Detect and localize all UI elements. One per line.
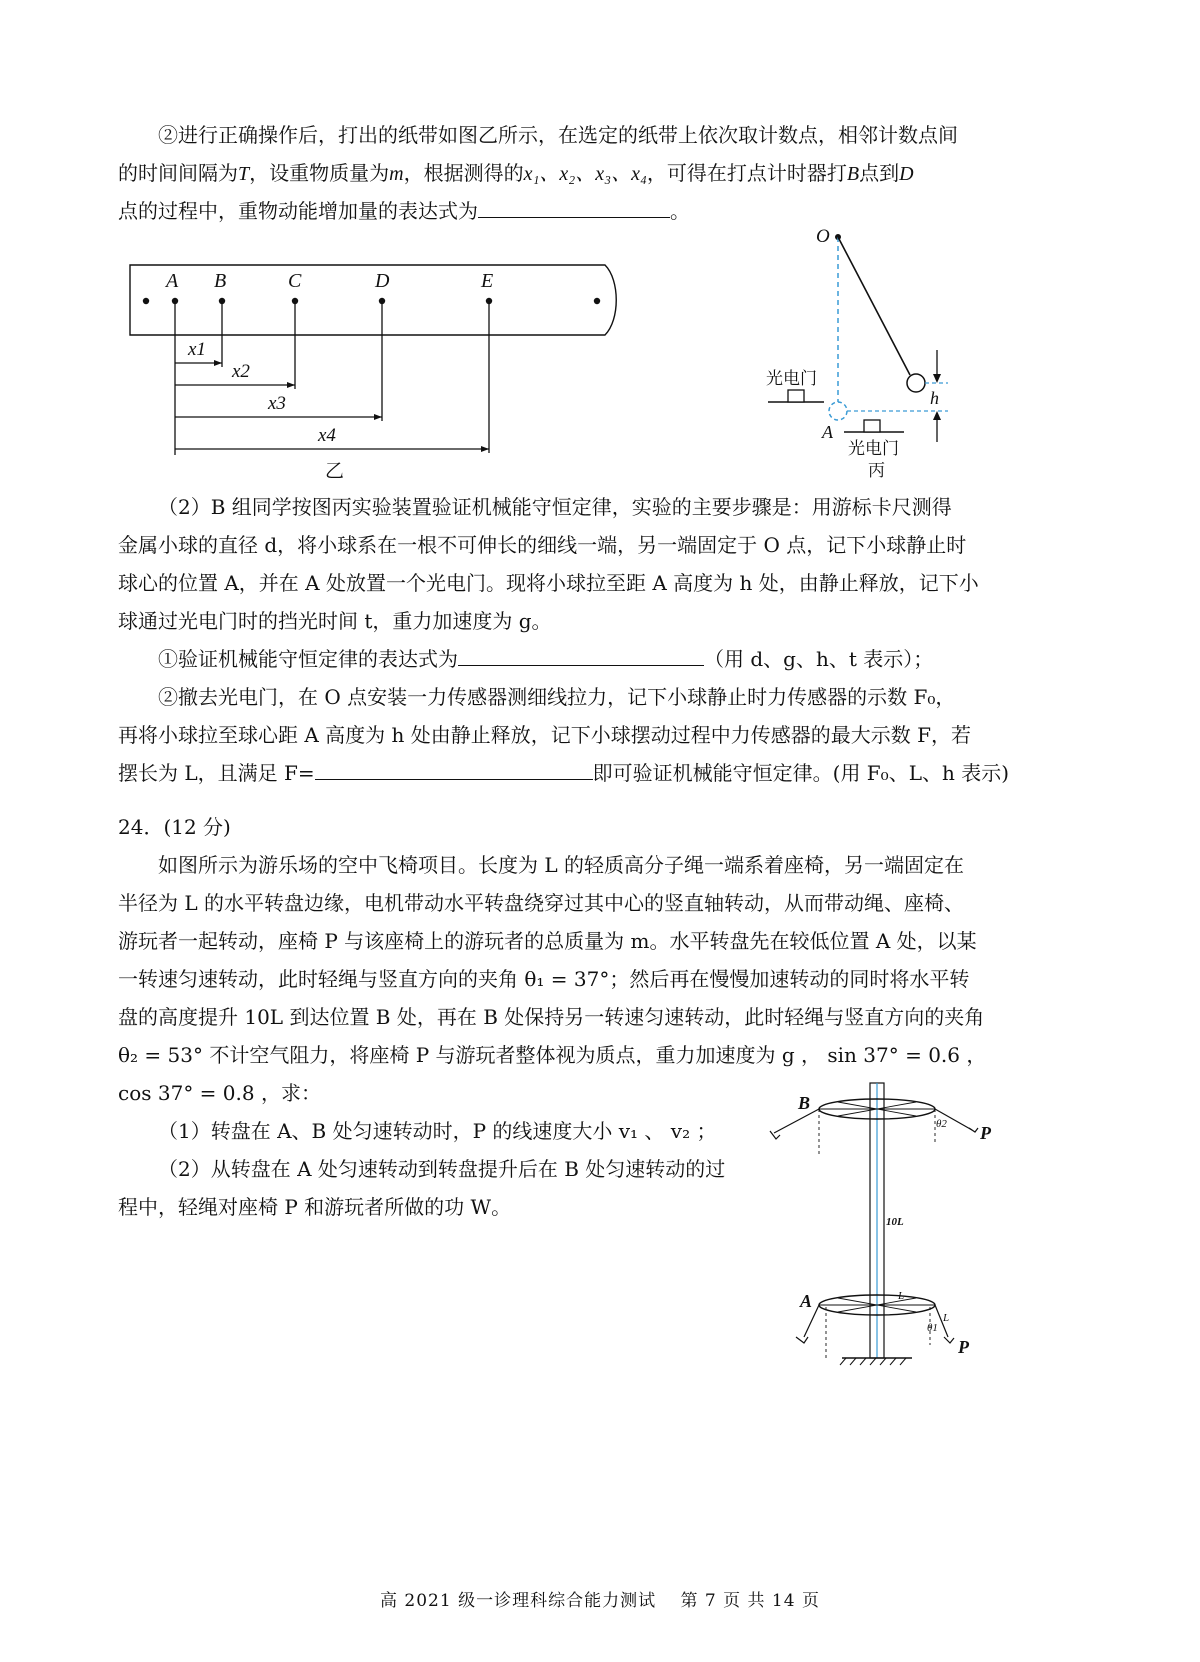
position-label-A: A bbox=[822, 422, 833, 442]
pivot-label-O: O bbox=[816, 226, 830, 247]
point-label-B: B bbox=[214, 270, 227, 292]
answer-blank-3[interactable] bbox=[315, 755, 593, 780]
partb-q1-text: ①验证机械能守恒定律的表达式为 bbox=[158, 647, 458, 671]
step2-line3 bbox=[118, 192, 690, 230]
step2-l2a: 的时间间隔为 bbox=[118, 161, 238, 185]
dim-label-x2: x2 bbox=[232, 361, 250, 382]
radius-label-L: L bbox=[898, 1290, 905, 1302]
dim-label-x3: x3 bbox=[268, 393, 286, 414]
angle-label-theta2: θ2 bbox=[936, 1118, 947, 1130]
disc-label-A: A bbox=[800, 1291, 813, 1311]
seat-label-P-top: P bbox=[980, 1123, 991, 1143]
point-label-A: A bbox=[166, 270, 179, 292]
step2-line2 bbox=[118, 154, 914, 193]
q24-line1: 如图所示为游乐场的空中飞椅项目。长度为 L 的轻质高分子绳一端系着座椅，另一端固定在 bbox=[158, 853, 964, 877]
step2-l2e: 点到 bbox=[859, 161, 900, 185]
var-B: B bbox=[846, 163, 860, 185]
q24-line6: θ₂ = 53° 不计空气阻力，将座椅 P 与游玩者整体视为质点，重力加速度为 g ， sin 37° = 0.6 ， bbox=[118, 1043, 987, 1067]
figure-bing-caption: 丙 bbox=[868, 461, 885, 481]
page-footer: 高 2021 级一诊理科综合能力测试 第 7 页 共 14 页 bbox=[380, 1591, 820, 1611]
light-gate-label-upper: 光电门 bbox=[766, 369, 817, 389]
partb-line1: （2）B 组同学按图丙实验装置验证机械能守恒定律，实验的主要步骤是：用游标卡尺测得 bbox=[158, 495, 952, 519]
dim-label-x1: x1 bbox=[188, 339, 206, 360]
q24-line2: 半径为 L 的水平转盘边缘，电机带动水平转盘绕穿过其中心的竖直轴转动，从而带动绳、座椅、 bbox=[118, 891, 964, 915]
dim-label-x4: x4 bbox=[318, 425, 336, 446]
answer-blank-1[interactable] bbox=[478, 193, 670, 218]
var-xs: x₁、x₂、x₃、x₄ bbox=[523, 163, 647, 185]
q24-header: 24．(12 分) bbox=[118, 815, 231, 839]
var-T: T bbox=[238, 163, 250, 185]
partb-line2: 金属小球的直径 d，将小球系在一根不可伸长的细线一端，另一端固定于 O 点，记下小球静止时 bbox=[118, 533, 967, 557]
var-m: m bbox=[389, 163, 404, 185]
point-label-D: D bbox=[375, 270, 390, 292]
q24-line5: 盘的高度提升 10L 到达位置 B 处，再在 B 处保持另一转速匀速转动，此时轻绳与竖直方向的夹角 bbox=[118, 1005, 985, 1029]
partb-q1-hint: （用 d、g、h、t 表示）； bbox=[704, 647, 934, 671]
step2-l2c: ，根据测得的 bbox=[403, 161, 524, 185]
seat-label-P-bottom: P bbox=[958, 1337, 969, 1357]
step2-l3-end: 。 bbox=[670, 199, 690, 223]
step2-l3: 点的过程中，重物动能增加量的表达式为 bbox=[118, 199, 478, 223]
step2-line1: ②进行正确操作后，打出的纸带如图乙所示，在选定的纸带上依次取计数点，相邻计数点间 bbox=[158, 123, 958, 147]
q24-line3: 游玩者一起转动，座椅 P 与该座椅上的游玩者的总质量为 m。水平转盘先在较低位置 A 处，以某 bbox=[118, 929, 977, 953]
disc-label-B: B bbox=[798, 1093, 811, 1113]
height-label-h: h bbox=[930, 388, 939, 408]
partb-q2-line1: ②撤去光电门，在 O 点安装一力传感器测细线拉力，记下小球静止时力传感器的示数 F₀， bbox=[158, 685, 956, 709]
var-D: D bbox=[899, 163, 914, 185]
partb-q2-line3 bbox=[118, 754, 1009, 792]
answer-blank-2[interactable] bbox=[458, 641, 704, 666]
q24-sub2-line2: 程中，轻绳对座椅 P 和游玩者所做的功 W。 bbox=[118, 1195, 512, 1219]
step2-l2b: ，设重物质量为 bbox=[249, 161, 390, 185]
partb-q2-l3a: 摆长为 L，且满足 F= bbox=[118, 761, 315, 785]
partb-q2-l3b: 即可验证机械能守恒定律。(用 F₀、L、h 表示) bbox=[592, 761, 1010, 785]
partb-q1 bbox=[158, 640, 933, 678]
figure-flying-chairs bbox=[770, 1075, 1010, 1375]
q24-line4: 一转速匀速转动，此时轻绳与竖直方向的夹角 θ₁ = 37°；然后再在慢慢加速转动的同时将水平转 bbox=[118, 967, 970, 991]
point-label-E: E bbox=[481, 270, 494, 292]
figure-yi-paper-tape bbox=[120, 255, 640, 485]
q24-line7: cos 37° = 0.8 ，求： bbox=[118, 1081, 321, 1105]
angle-label-theta1: θ1 bbox=[927, 1322, 938, 1334]
point-label-C: C bbox=[288, 270, 302, 292]
partb-line4: 球通过光电门时的挡光时间 t，重力加速度为 g。 bbox=[118, 609, 552, 633]
height-label-10L: 10L bbox=[886, 1216, 904, 1228]
step2-l2d: ，可得在打点计时器打 bbox=[646, 161, 847, 185]
rope-label-L: L bbox=[943, 1312, 950, 1324]
partb-line3: 球心的位置 A，并在 A 处放置一个光电门。现将小球拉至距 A 高度为 h 处，由静止释放，记下小 bbox=[118, 571, 979, 595]
q24-sub1: （1）转盘在 A、B 处匀速转动时，P 的线速度大小 v₁ 、 v₂ ； bbox=[158, 1119, 717, 1143]
figure-bing-pendulum bbox=[760, 220, 1020, 490]
figure-yi-caption: 乙 bbox=[325, 460, 345, 482]
q24-sub2-line1: （2）从转盘在 A 处匀速转动到转盘提升后在 B 处匀速转动的过 bbox=[158, 1157, 726, 1181]
partb-q2-line2: 再将小球拉至球心距 A 高度为 h 处由静止释放，记下小球摆动过程中力传感器的最大示数 F，若 bbox=[118, 723, 971, 747]
light-gate-label-lower: 光电门 bbox=[848, 439, 899, 459]
